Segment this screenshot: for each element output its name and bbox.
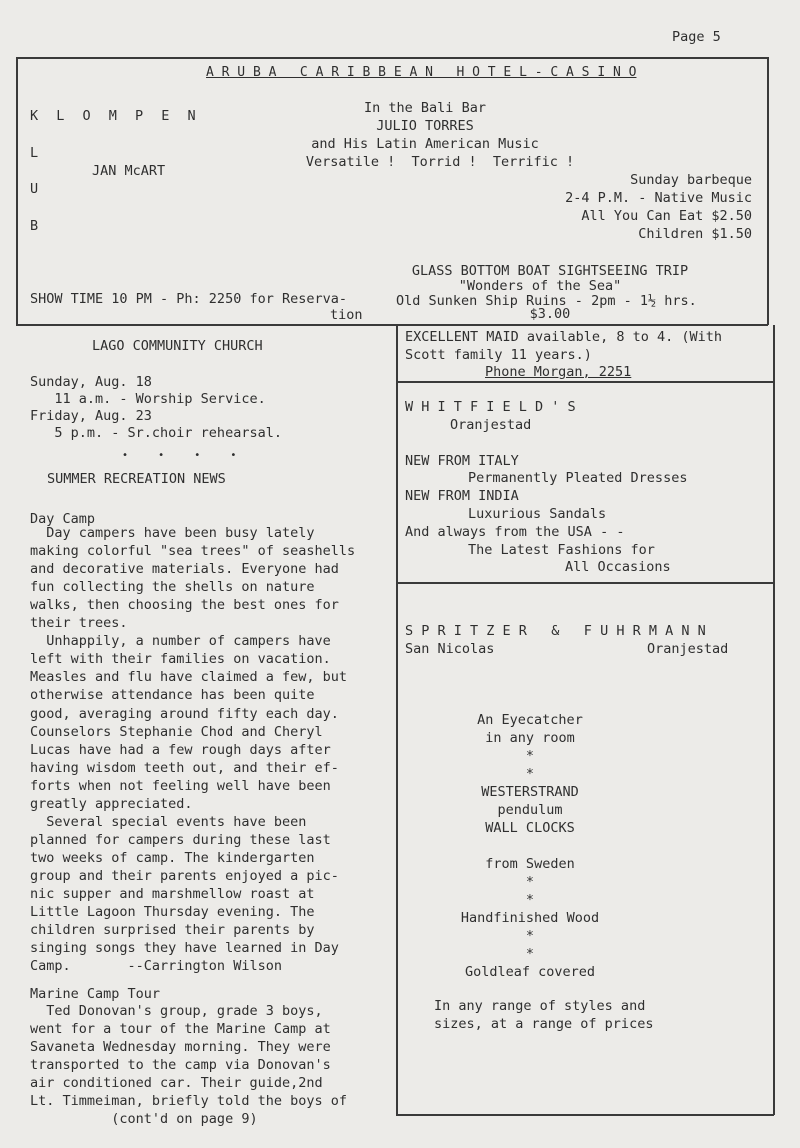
day-camp-line: and decorative materials. Everyone had <box>30 561 339 578</box>
day-camp-line: Counselors Stephanie Chod and Cheryl <box>30 723 323 740</box>
marine-camp-line: (cont'd on page 9) <box>30 1111 258 1127</box>
whitfield-latest-line: All Occasions <box>565 559 671 575</box>
glass-boat-line: $3.00 <box>529 306 571 322</box>
bali-line: JULIO TORRES <box>376 118 474 134</box>
barbecue-line: Children $1.50 <box>638 226 752 242</box>
whitfield-latest-line: The Latest Fashions for <box>468 542 655 558</box>
day-camp-line: left with their families on vacation. <box>30 651 331 668</box>
day-camp-line: otherwise attendance has been quite <box>30 687 315 704</box>
maid-ad-phone: Phone Morgan, 2251 <box>485 364 632 380</box>
day-camp-line: nic supper and marshmellow roast at <box>30 886 315 902</box>
maid-ad-line: Scott family 11 years.) <box>405 347 592 363</box>
day-camp-line: Several special events have been <box>30 813 307 830</box>
spritzer-line: * <box>525 766 535 782</box>
club-letter: L <box>30 145 39 161</box>
day-camp-line: Camp. --Carrington Wilson <box>30 958 282 975</box>
spritzer-line: An Eyecatcher <box>477 712 583 728</box>
barbecue-line: 2-4 P.M. - Native Music <box>565 190 752 206</box>
day-camp-line: Lucas have had a few rough days after <box>30 741 331 758</box>
day-camp-line: children surprised their parents by <box>30 922 315 939</box>
spritzer-line: in any room <box>485 730 575 746</box>
aruba-box-left <box>16 57 18 325</box>
club-letter: B <box>30 218 39 234</box>
day-camp-line: forts when not feeling well have been <box>30 777 331 794</box>
spritzer-line: * <box>525 928 535 944</box>
church-line: Friday, Aug. 23 <box>30 408 152 424</box>
whitfield-location: Oranjestad <box>450 417 532 433</box>
marine-camp-line: Lt. Timmeiman, briefly told the boys of <box>30 1093 347 1109</box>
day-camp-line: group and their parents enjoyed a pic- <box>30 867 339 884</box>
day-camp-line: Day campers have been busy lately <box>30 525 315 541</box>
barbecue-line: Sunday barbeque <box>630 172 752 188</box>
day-camp-line: their trees. <box>30 615 128 632</box>
day-camp-line: making colorful "sea trees" of seashells <box>30 543 356 560</box>
day-camp-line: two weeks of camp. The kindergarten <box>30 849 315 866</box>
spritzer-line: * <box>525 892 535 908</box>
whitfield-item-label: NEW FROM ITALY <box>405 453 519 469</box>
day-camp-line: walks, then choosing the best ones for <box>30 597 339 614</box>
day-camp-heading: Day Camp <box>30 511 96 527</box>
club-letter: U <box>30 181 39 197</box>
church-line: 5 p.m. - Sr.choir rehearsal. <box>30 425 282 441</box>
day-camp-line: Little Lagoon Thursday evening. The <box>30 904 315 921</box>
aruba-heading: A R U B A C A R I B B E A N H O T E L - C A S I N O <box>206 65 637 80</box>
day-camp-line: fun collecting the shells on nature <box>30 579 315 596</box>
maid-ad-divider <box>396 381 774 383</box>
whitfield-item-detail: Luxurious Sandals <box>468 506 607 522</box>
right-column-left-border <box>396 325 398 1115</box>
marine-camp-line: air conditioned car. Their guide,2nd <box>30 1075 323 1091</box>
spritzer-name: S P R I T Z E R & F U H R M A N N <box>405 623 706 639</box>
glass-boat-line: "Wonders of the Sea" <box>458 278 622 294</box>
right-column-bottom <box>396 1114 774 1116</box>
spritzer-line: Goldleaf covered <box>464 964 596 980</box>
marine-camp-heading: Marine Camp Tour <box>30 986 161 1002</box>
day-camp-line: good, averaging around fifty each day. <box>30 705 339 722</box>
page-number: Page 5 <box>672 29 721 45</box>
day-camp-line: Measles and flu have claimed a few, but <box>30 669 347 686</box>
day-camp-line: singing songs they have learned in Day <box>30 940 339 957</box>
aruba-box-right <box>767 57 769 325</box>
bali-line: In the Bali Bar <box>364 100 486 116</box>
day-camp-line: Unhappily, a number of campers have <box>30 633 331 650</box>
bali-line: Versatile ! Torrid ! Terrific ! <box>305 154 575 170</box>
spritzer-line: from Sweden <box>485 856 575 872</box>
spritzer-line: Handfinished Wood <box>460 910 600 926</box>
whitfield-item-detail: Permanently Pleated Dresses <box>468 470 688 486</box>
spritzer-city-right: Oranjestad <box>647 641 729 657</box>
spritzer-line: * <box>525 748 535 764</box>
aruba-box-top <box>16 57 768 59</box>
recreation-heading: SUMMER RECREATION NEWS <box>47 471 226 487</box>
whitfield-name: W H I T F I E L D ' S <box>405 399 576 415</box>
day-camp-line: greatly appreciated. <box>30 795 193 812</box>
marine-camp-line: Savaneta Wednesday morning. They were <box>30 1039 331 1055</box>
church-heading: LAGO COMMUNITY CHURCH <box>92 338 263 354</box>
spritzer-line: * <box>525 874 535 890</box>
glass-boat-line: Old Sunken Ship Ruins - 2pm - 1½ hrs. <box>396 293 697 309</box>
showtime-line: SHOW TIME 10 PM - Ph: 2250 for Reserva- <box>30 291 347 307</box>
spritzer-city-left: San Nicolas <box>405 641 495 657</box>
whitfield-usa-line: And always from the USA - - <box>405 524 625 540</box>
aruba-box-bottom <box>16 324 768 326</box>
marine-camp-line: transported to the camp via Donovan's <box>30 1057 331 1073</box>
spritzer-line: * <box>525 946 535 962</box>
whitfield-ad-divider <box>396 582 774 584</box>
church-line: Sunday, Aug. 18 <box>30 374 152 390</box>
marine-camp-line: Ted Donovan's group, grade 3 boys, <box>30 1003 323 1019</box>
section-dots: • • • • <box>122 450 237 461</box>
performer-name: JAN McART <box>92 163 166 179</box>
whitfield-item-label: NEW FROM INDIA <box>405 488 519 504</box>
spritzer-line: WESTERSTRAND <box>481 784 579 800</box>
spritzer-line: WALL CLOCKS <box>485 820 575 836</box>
day-camp-line: planned for campers during these last <box>30 831 331 848</box>
spritzer-line: pendulum <box>497 802 563 818</box>
barbecue-line: All You Can Eat $2.50 <box>581 208 752 224</box>
day-camp-line: having wisdom teeth out, and their ef- <box>30 759 339 776</box>
glass-boat-line: GLASS BOTTOM BOAT SIGHTSEEING TRIP <box>411 263 689 279</box>
marine-camp-line: went for a tour of the Marine Camp at <box>30 1021 331 1037</box>
spritzer-closing-line: In any range of styles and <box>434 998 646 1014</box>
spritzer-closing-line: sizes, at a range of prices <box>434 1016 654 1032</box>
maid-ad-line: EXCELLENT MAID available, 8 to 4. (With <box>405 329 722 345</box>
bali-line: and His Latin American Music <box>311 136 539 152</box>
right-column-right-border <box>773 325 775 1115</box>
church-line: 11 a.m. - Worship Service. <box>30 391 266 407</box>
showtime-line: tion <box>330 307 363 323</box>
klompen-word: K L O M P E N <box>30 108 201 124</box>
